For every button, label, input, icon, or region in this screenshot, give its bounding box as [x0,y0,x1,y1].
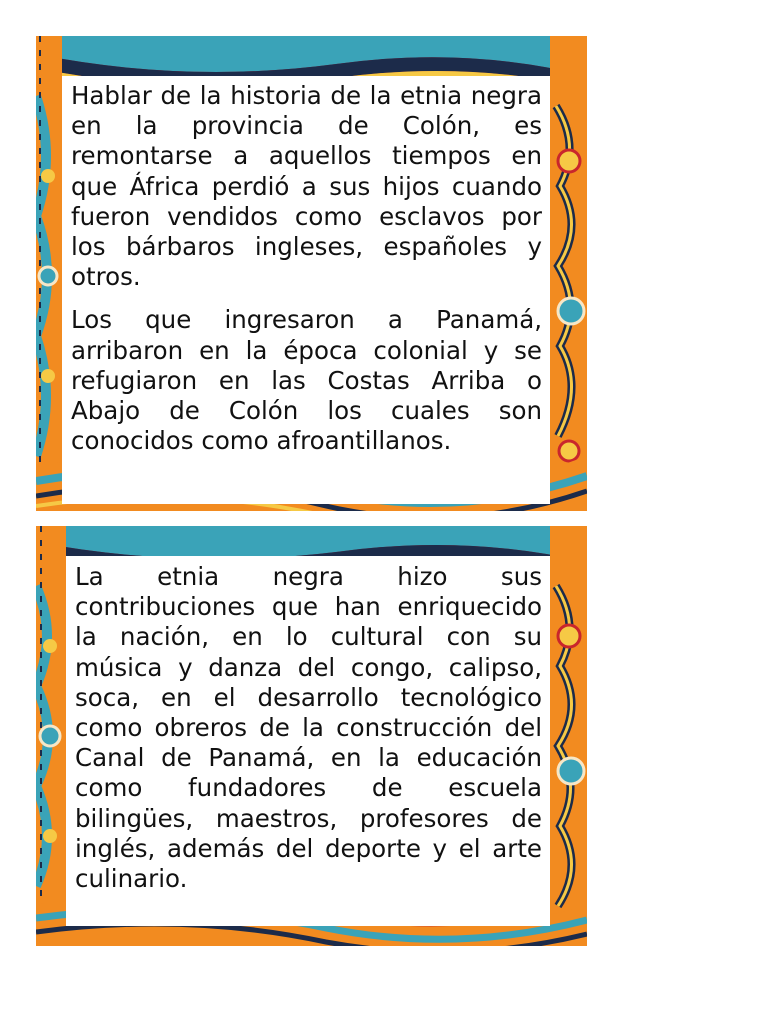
paragraph-etnia-historia: Hablar de la historia de la etnia negra en la provincia de Colón, es remontarse a aquellos tiempos en que África perdió a sus hijos cuando fueron vendidos como esclavos por los bárbaros ingleses, españoles y otros. [71,81,542,292]
paragraph-contribuciones: La etnia negra hizo sus contribuciones que han enriquecido la nación, en lo cultural con su música y danza del congo, calipso, soca, en el desarrollo tecnológico como obreros de la construcción del Canal de Panamá, en la educación como fundadores de escuela bilingües, maestros, profesores de inglés, además del deporte y el arte culinario. [75,562,542,894]
text-box-bottom [66,556,550,926]
paragraph-afroantillanos: Los que ingresaron a Panamá, arribaron en la época colonial y se refugiaron en las Costas Arriba o Abajo de Colón los cuales son conocidos como afroantillanos. [71,305,542,456]
card-top [36,36,587,511]
text-box-top [62,76,550,504]
card-bottom [36,526,587,946]
